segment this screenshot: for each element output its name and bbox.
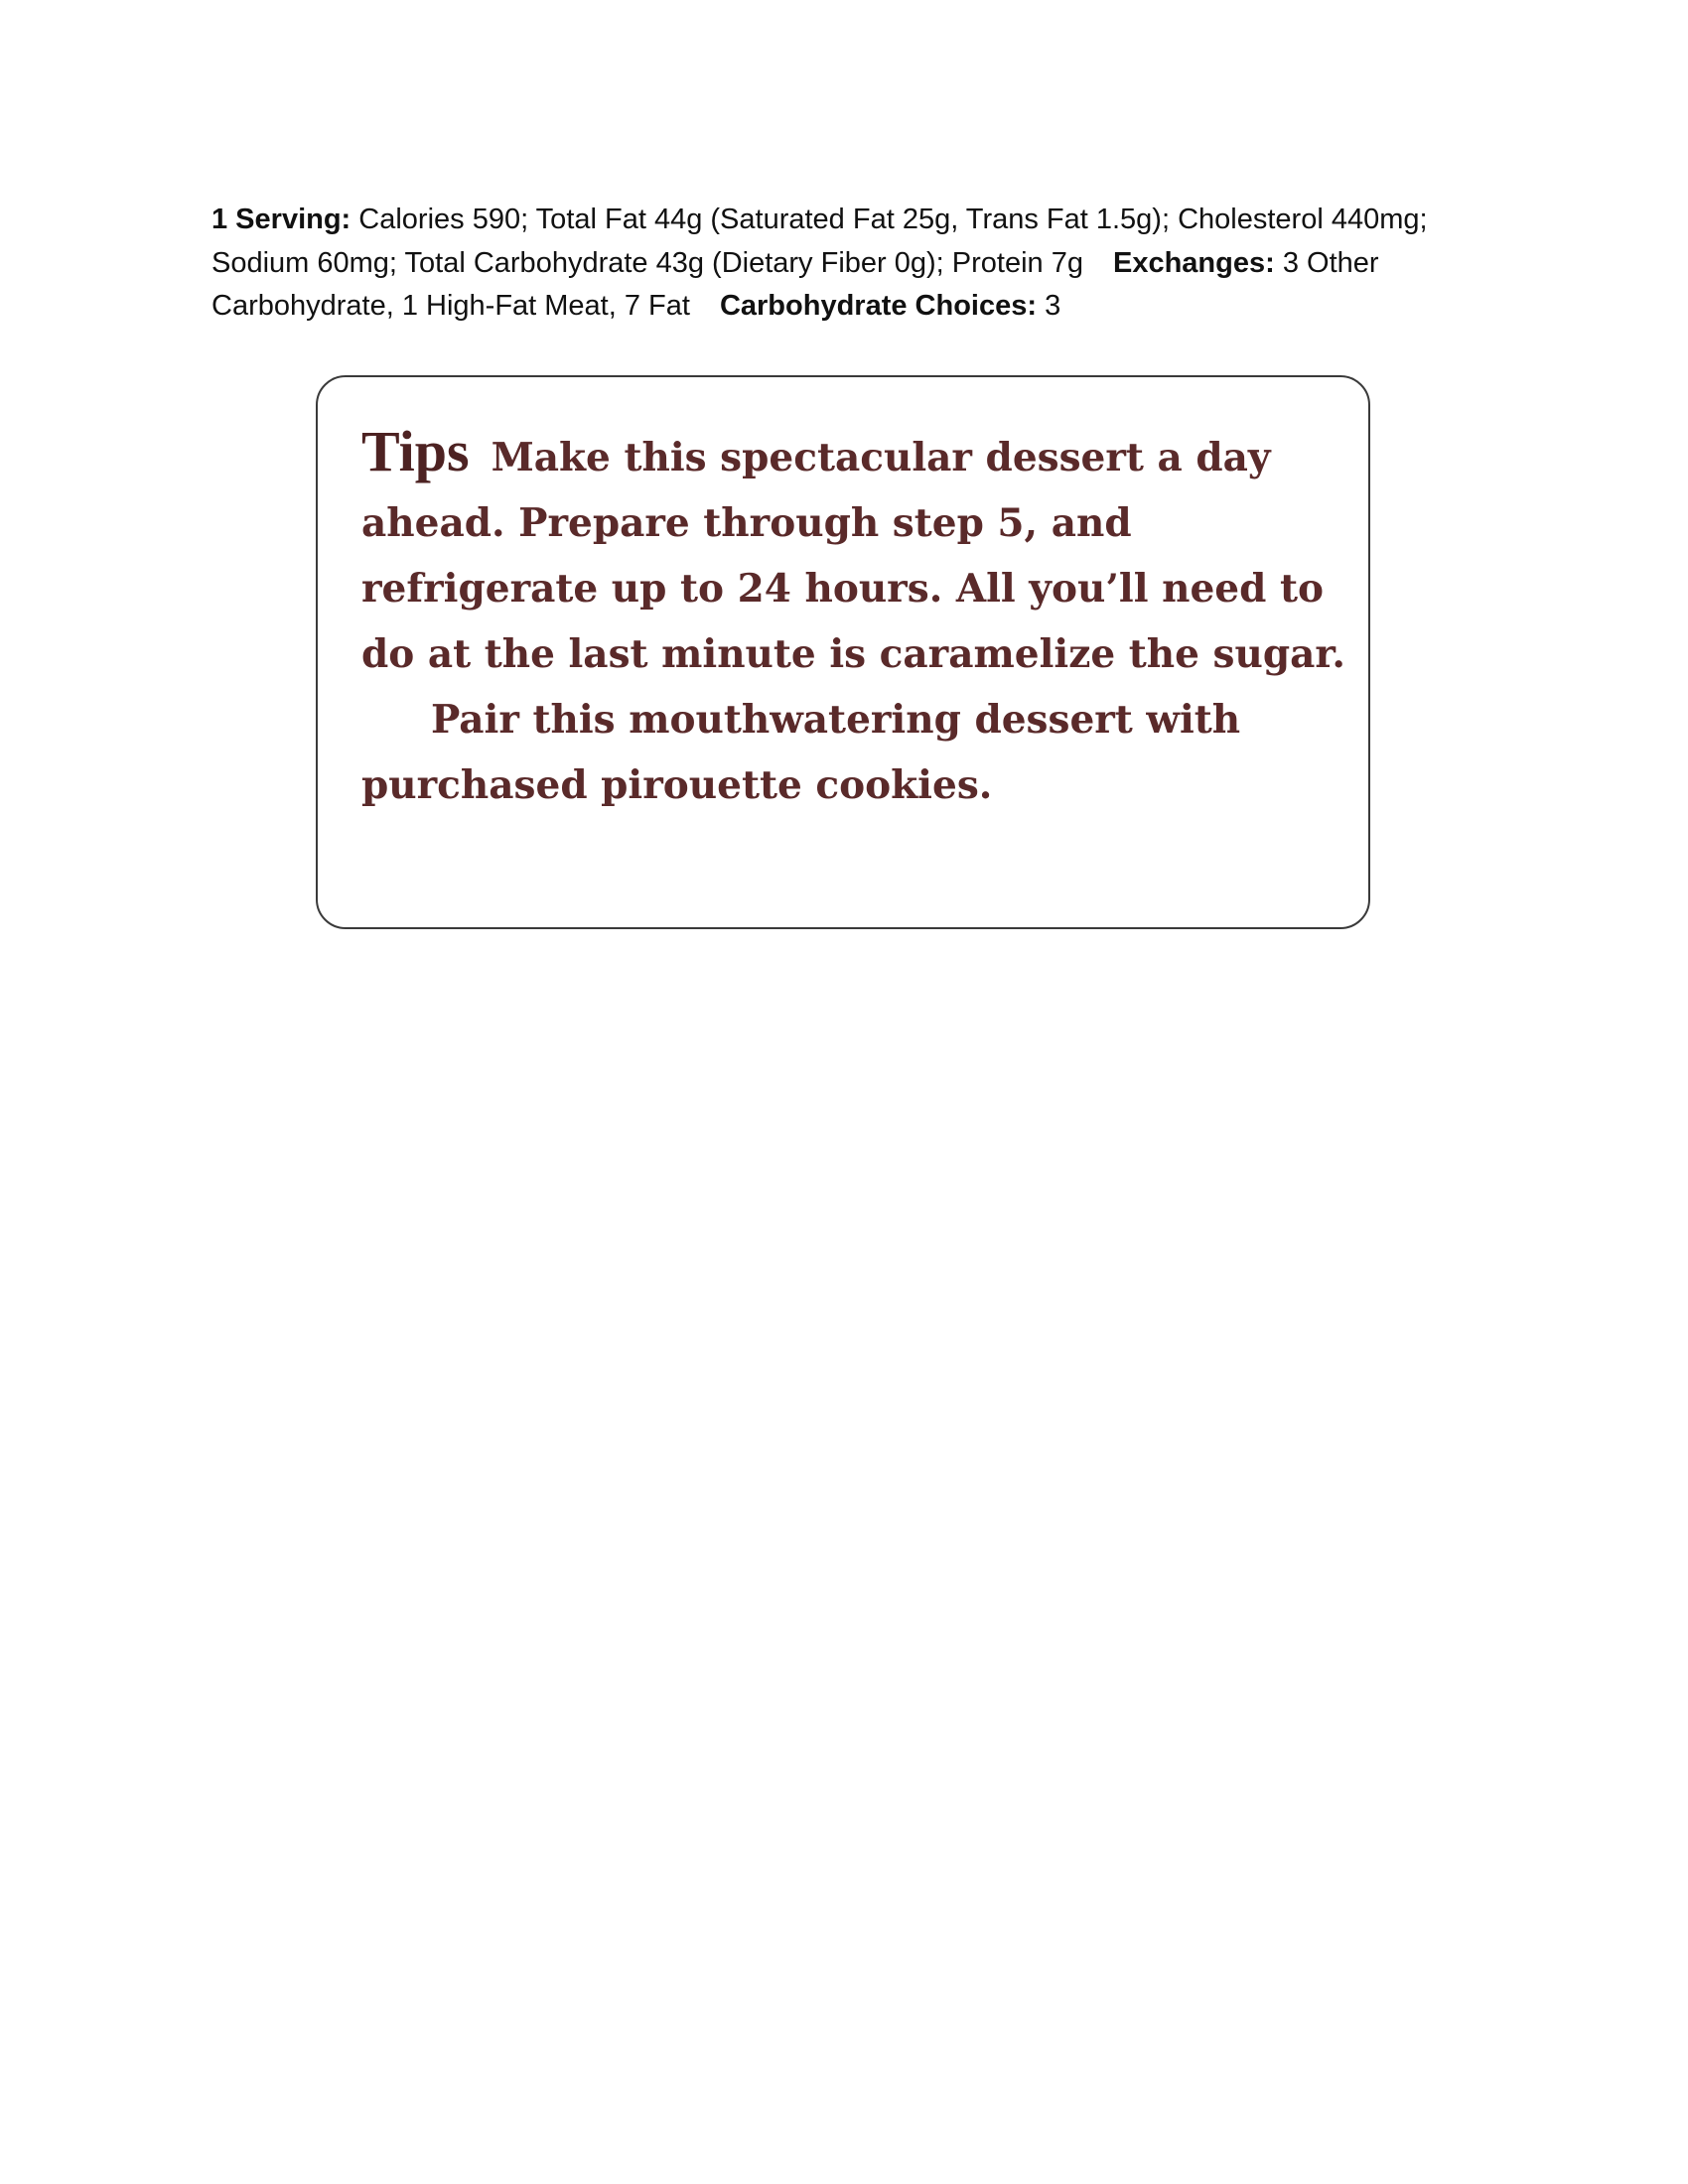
carb-choices-label: Carbohydrate Choices: xyxy=(719,290,1038,322)
carb-choices-value: 3 xyxy=(1045,290,1061,322)
exchanges-text: 3 Other Carbohydrate, 1 High-Fat Meat, 7 Fat xyxy=(211,246,1379,322)
tips-box xyxy=(316,375,1370,929)
nutrition-info xyxy=(211,199,1502,329)
tips-paragraph-1 xyxy=(361,419,1354,687)
tips-content xyxy=(361,419,1354,818)
tips-paragraph-2: Pair this mouthwatering dessert with purchased pirouette cookies. xyxy=(361,697,1241,808)
serving-label: 1 Serving: xyxy=(211,204,352,235)
tips-title: Tips xyxy=(361,419,470,483)
exchanges-label: Exchanges: xyxy=(1112,246,1275,279)
serving-text: Calories 590; Total Fat 44g (Saturated Fat 25g, Trans Fat 1.5g); Cholesterol 440mg; Sodium 60mg; Total Carbohydrate 43g (Dietary Fiber 0g); Protein 7g xyxy=(211,204,1428,279)
tips-paragraph-1-text: Make this spectacular dessert a day ahead. Prepare through step 5, and refrigerate up to 24 hours. All you’ll need to do at the last minute is caramelize the sugar. xyxy=(361,435,1345,677)
